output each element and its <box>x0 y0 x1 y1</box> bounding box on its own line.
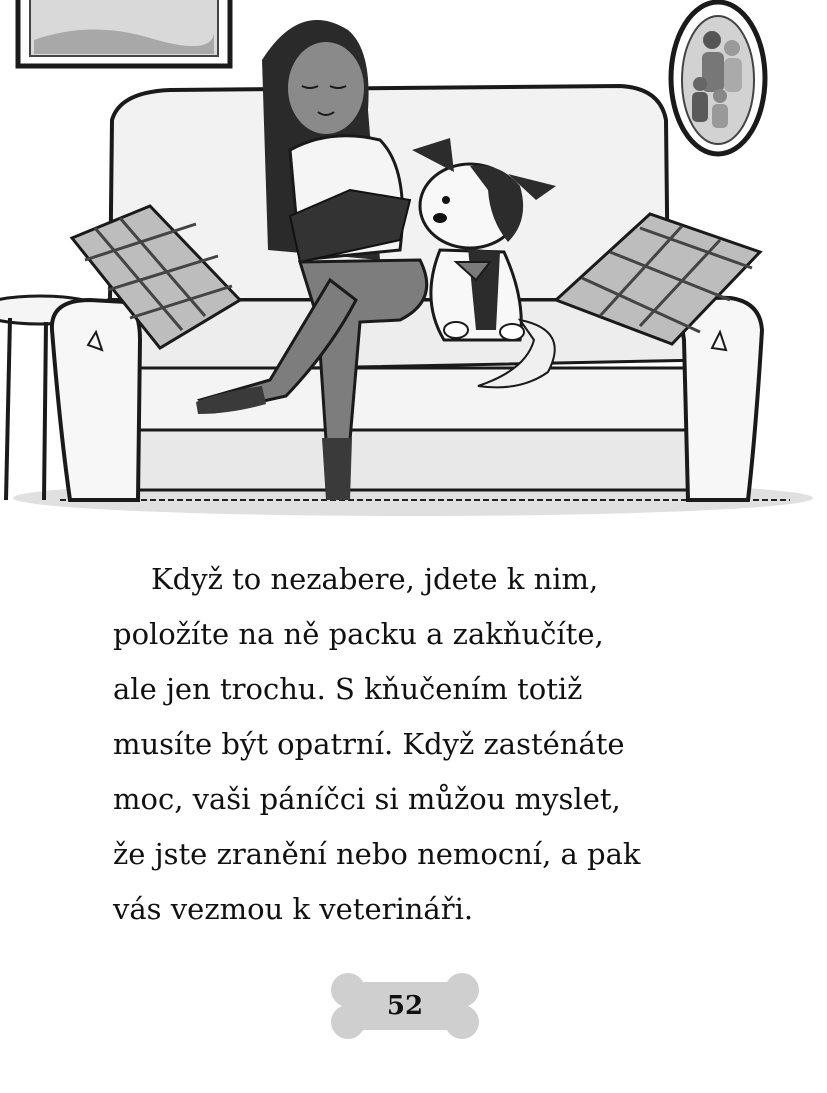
text-line: položíte na ně packu a zakňučíte, <box>113 617 604 651</box>
page-number: 52 <box>386 991 424 1021</box>
text-line: že jste zranění nebo nemocní, a pak <box>113 837 641 871</box>
family-portrait-icon <box>671 2 765 154</box>
page-number-badge <box>330 968 480 1044</box>
text-line: moc, vaši páníčci si můžou myslet, <box>113 782 621 816</box>
text-line: Když to nezabere, jdete k nim, <box>151 562 599 596</box>
framed-picture-icon <box>18 0 230 66</box>
body-text <box>113 552 753 937</box>
text-line: ale jen trochu. S kňučením totiž <box>113 672 583 706</box>
text-line: vás vezmou k veterináři. <box>113 892 474 926</box>
illustration <box>0 0 827 520</box>
text-line: musíte být opatrní. Když zasténáte <box>113 727 625 761</box>
